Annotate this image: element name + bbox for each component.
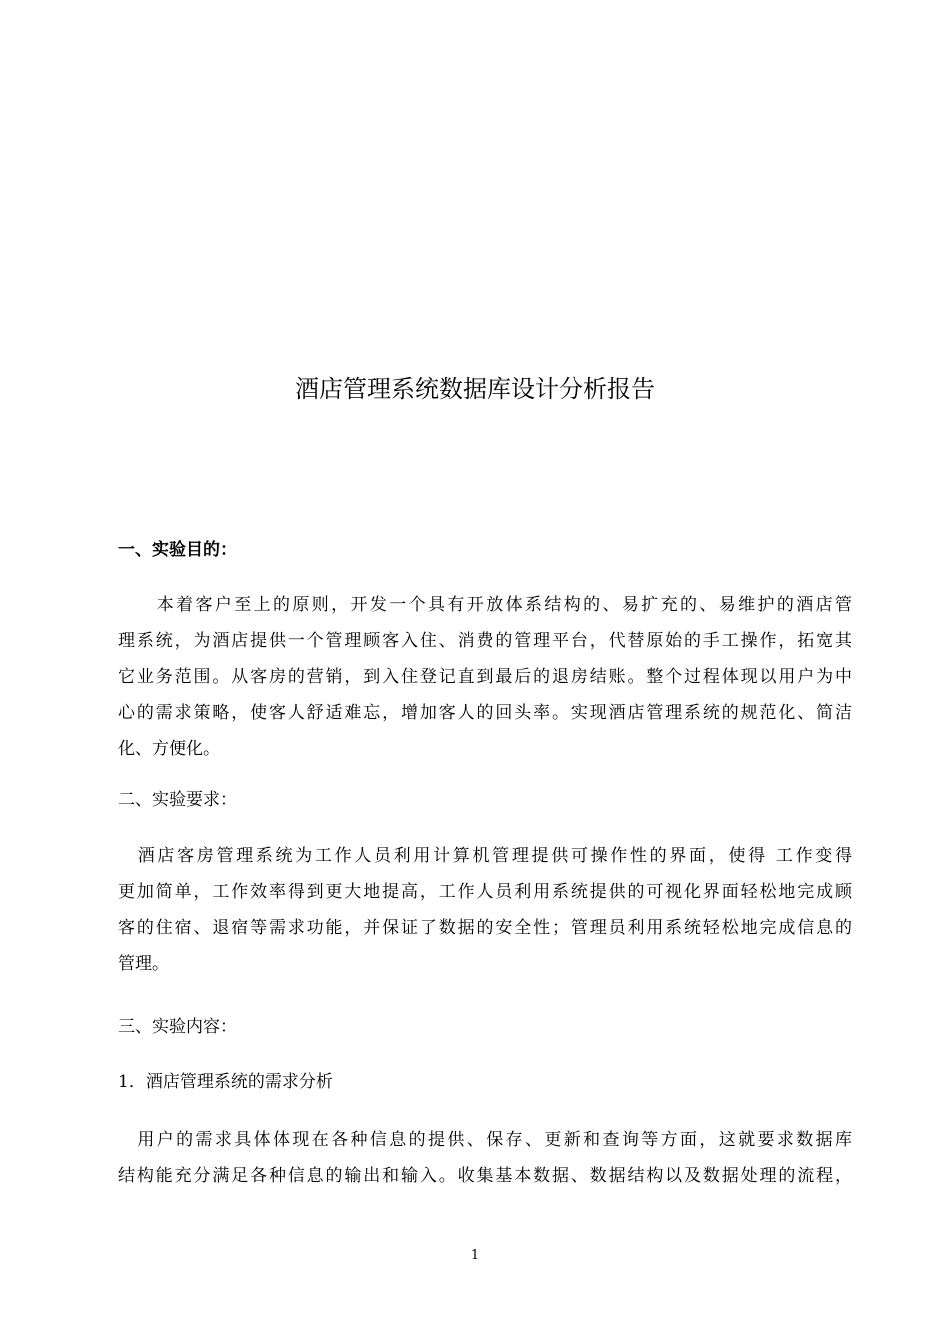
page-number: 1 — [470, 1248, 480, 1263]
paragraph-line: 酒店客房管理系统为工作人员利用计算机管理提供可操作性的界面，使得 工作变得 — [118, 846, 852, 866]
subsection-heading-requirements-analysis: 1．酒店管理系统的需求分析 — [118, 1072, 333, 1092]
document-title: 酒店管理系统数据库设计分析报告 — [295, 375, 655, 403]
paragraph-requirements — [118, 838, 852, 982]
paragraph-line: 管理。 — [118, 954, 169, 974]
paragraph-line: 结构能充分满足各种信息的输出和输入。收集基本数据、数据结构以及数据处理的流程， — [118, 1166, 852, 1186]
paragraph-line: 心的需求策略，使客人舒适难忘，增加客人的回头率。实现酒店管理系统的规范化、简洁 — [118, 703, 852, 723]
paragraph-line: 用户的需求具体体现在各种信息的提供、保存、更新和查询等方面，这就要求数据库 — [118, 1130, 852, 1150]
paragraph-line: 客的住宿、退宿等需求功能，并保证了数据的安全性；管理员利用系统轻松地完成信息的 — [118, 918, 852, 938]
section-heading-purpose: 一、实验目的： — [118, 540, 237, 560]
paragraph-purpose — [118, 587, 852, 767]
paragraph-line: 它业务范围。从客房的营销，到入住登记直到最后的退房结账。整个过程体现以用户为中 — [118, 667, 852, 687]
paragraph-line: 更加简单，工作效率得到更大地提高，工作人员利用系统提供的可视化界面轻松地完成顾 — [118, 882, 852, 902]
paragraph-requirements-analysis — [118, 1122, 852, 1194]
paragraph-line: 化、方便化。 — [118, 739, 220, 759]
section-heading-requirements: 二、实验要求： — [118, 790, 237, 810]
section-heading-content: 三、实验内容： — [118, 1017, 237, 1037]
paragraph-line: 理系统，为酒店提供一个管理顾客入住、消费的管理平台，代替原始的手工操作，拓宽其 — [118, 631, 852, 651]
paragraph-line: 本着客户至上的原则，开发一个具有开放体系结构的、易扩充的、易维护的酒店管 — [118, 595, 852, 615]
